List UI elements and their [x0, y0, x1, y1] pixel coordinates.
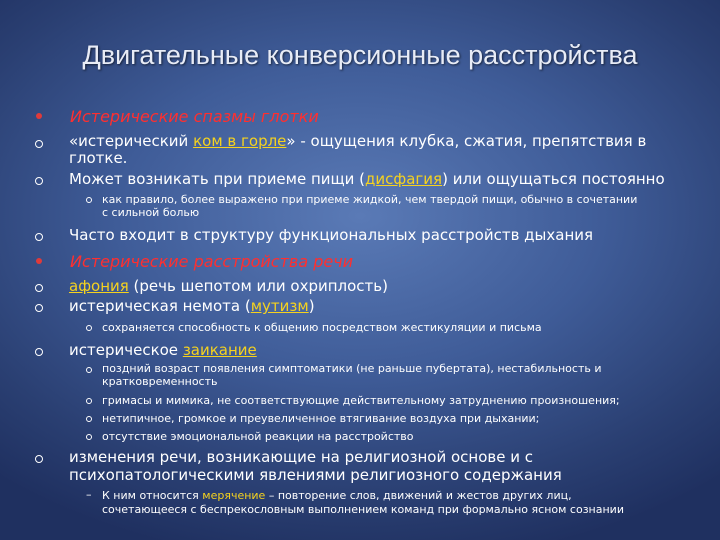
link-stuttering[interactable]: заикание: [182, 341, 257, 359]
bullet-aphonia: [69, 278, 388, 295]
circle-bullet-icon: [86, 416, 92, 422]
sub-bullet-liquid-cont: с сильной болью: [102, 206, 200, 219]
bullet-text: » - ощущения клубка, сжатия, препятствия в: [286, 132, 647, 150]
section-heading-speech: Истерические расстройства речи: [70, 252, 354, 271]
bullet-text: истерическая немота (: [69, 297, 251, 315]
link-dysphagia[interactable]: дисфагия: [365, 170, 443, 188]
section-bullet: [36, 113, 42, 119]
dash-bullet: –: [86, 488, 92, 501]
circle-bullet-icon: [35, 348, 43, 356]
sub-bullet-late-onset: поздний возраст появления симптоматики (не раньше пубертата), нестабильность и: [102, 362, 602, 375]
section-bullet: [36, 258, 42, 264]
bullet-mutism: [69, 298, 315, 315]
bullet-text: Может возникать при приеме пищи (: [69, 170, 366, 188]
circle-bullet-icon: [35, 177, 43, 185]
sub-bullet-meryachenie-cont: сочетающееся с беспрекословным выполнением команд при формально ясном сознании: [102, 503, 624, 516]
circle-bullet-icon: [35, 140, 43, 148]
circle-bullet-icon: [35, 233, 43, 241]
bullet-breathing: Часто входит в структуру функциональных расстройств дыхания: [69, 226, 594, 244]
bullet-text: К ним относится: [102, 489, 203, 502]
bullet-religious-cont: психопатологическими явлениями религиозного содержания: [69, 466, 562, 484]
sub-bullet-liquid: как правило, более выражено при приеме жидкой, чем твердой пищи, обычно в сочетании: [102, 193, 638, 206]
circle-bullet-icon: [35, 304, 43, 312]
link-mutism[interactable]: мутизм: [250, 297, 309, 315]
bullet-globus: [69, 133, 646, 150]
sub-bullet-breathing: нетипичное, громкое и преувеличенное втягивание воздуха при дыхании;: [102, 412, 540, 425]
link-globus[interactable]: ком в горле: [193, 132, 287, 150]
circle-bullet-icon: [86, 325, 92, 331]
sub-bullet-grimaces: гримасы и мимика, не соответствующие действительному затруднению произношения;: [102, 394, 620, 407]
bullet-text: истерическое: [69, 341, 183, 359]
bullet-text: (речь шепотом или охриплость): [128, 277, 388, 295]
bullet-text: ): [308, 297, 315, 315]
sub-bullet-late-onset-cont: кратковременность: [102, 375, 218, 388]
circle-bullet-icon: [86, 398, 92, 404]
circle-bullet-icon: [35, 455, 43, 463]
slide-title: Двигательные конверсионные расстройства: [82, 40, 638, 70]
sub-bullet-meryachenie: [102, 489, 572, 502]
bullet-text: – повторение слов, движений и жестов других лиц,: [265, 489, 572, 502]
bullet-eating: [69, 171, 665, 188]
term-meryachenie: мерячение: [202, 489, 266, 502]
bullet-text: ) или ощущаться постоянно: [442, 170, 665, 188]
bullet-globus-cont: глотке.: [69, 149, 128, 167]
sub-bullet-no-emotion: отсутствие эмоциональной реакции на расстройство: [102, 430, 414, 443]
section-heading-pharynx: Истерические спазмы глотки: [70, 107, 319, 126]
bullet-text: «истерический: [69, 132, 194, 150]
link-aphonia[interactable]: афония: [69, 277, 129, 295]
circle-bullet-icon: [35, 284, 43, 292]
bullet-stuttering: [69, 342, 257, 359]
sub-bullet-gestures: сохраняется способность к общению посредством жестикуляции и письма: [102, 321, 542, 334]
circle-bullet-icon: [86, 367, 92, 373]
circle-bullet-icon: [86, 197, 92, 203]
circle-bullet-icon: [86, 434, 92, 440]
bullet-religious: изменения речи, возникающие на религиозной основе и с: [69, 448, 533, 466]
